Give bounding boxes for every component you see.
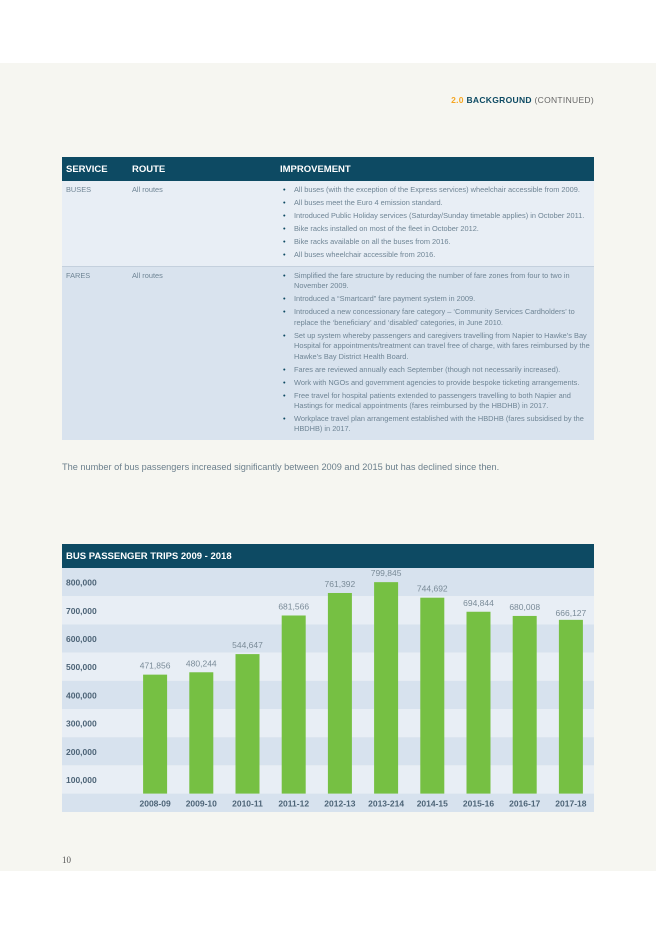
list-item: • Bike racks installed on most of the fleet in October 2012.: [280, 224, 590, 234]
improvement-list: [280, 185, 590, 260]
x-tick-label: 2016-17: [509, 798, 541, 809]
summary-paragraph: The number of bus passengers increased significantly between 2009 and 2015 but has declined since then.: [62, 462, 500, 472]
bus-trips-chart: [62, 544, 594, 812]
bar: [374, 582, 398, 793]
cell-service: FARES: [62, 267, 128, 441]
table-row-buses: [62, 181, 594, 267]
page-background: [0, 63, 656, 871]
column-header-improvement: IMPROVEMENT: [276, 157, 594, 181]
column-header-service: SERVICE: [62, 157, 128, 181]
data-label: 480,244: [185, 658, 217, 669]
cell-improvements: [276, 181, 594, 267]
section-number: 2.0: [451, 95, 464, 105]
cell-improvements: [276, 267, 594, 441]
section-header: [451, 95, 594, 105]
list-item: • All buses meet the Euro 4 emission standard.: [280, 198, 590, 208]
x-tick-label: 2014-15: [416, 798, 448, 809]
x-tick-label: 2012-13: [324, 798, 356, 809]
bar: [328, 593, 352, 794]
bar: [559, 620, 583, 794]
page-number: 10: [62, 855, 71, 865]
chart-title: BUS PASSENGER TRIPS 2009 - 2018: [62, 544, 594, 568]
data-label: 666,127: [555, 607, 587, 618]
bar: [513, 616, 537, 794]
y-tick-label: 100,000: [66, 775, 97, 785]
data-label: 680,008: [509, 601, 541, 612]
data-label: 744,692: [416, 583, 448, 594]
table-header-row: [62, 157, 594, 181]
data-label: 544,647: [232, 640, 263, 651]
list-item: • Bike racks available on all the buses from 2016.: [280, 237, 590, 247]
list-item: • Work with NGOs and government agencies to provide bespoke ticketing arrangements.: [280, 378, 590, 388]
section-title: BACKGROUND: [466, 95, 532, 105]
bar: [420, 598, 444, 794]
y-tick-label: 400,000: [66, 690, 97, 701]
section-continued: (CONTINUED): [534, 95, 594, 105]
list-item: • Free travel for hospital patients extended to passengers travelling to both Napier and Hastings for medical appointments (fares reimbursed by the HBDHB) in 2017.: [280, 391, 590, 412]
list-item: • Introduced a “Smartcard” fare payment system in 2009.: [280, 294, 590, 304]
bar: [236, 654, 260, 793]
list-item: • Fares are reviewed annually each September (though not necessarily increased).: [280, 365, 590, 375]
list-item: • Introduced Public Holiday services (Saturday/Sunday timetable applies) in October 2011.: [280, 211, 590, 221]
data-label: 694,844: [463, 597, 494, 608]
bar: [189, 672, 213, 793]
x-tick-label: 2010-11: [232, 798, 263, 809]
y-tick-label: 700,000: [66, 605, 97, 616]
y-tick-label: 500,000: [66, 662, 97, 673]
y-tick-label: 200,000: [66, 746, 97, 757]
chart-plot: [62, 568, 594, 812]
x-tick-label: 2008-09: [139, 798, 171, 809]
cell-service: BUSES: [62, 181, 128, 267]
list-item: • All buses (with the exception of the Express services) wheelchair accessible from 2009.: [280, 185, 590, 195]
y-tick-label: 300,000: [66, 718, 97, 729]
data-label: 681,566: [278, 601, 310, 612]
x-tick-label: 2009-10: [185, 798, 217, 809]
x-tick-label: 2017-18: [555, 798, 587, 809]
x-tick-label: 2011-12: [278, 798, 310, 809]
list-item: • All buses wheelchair accessible from 2016.: [280, 250, 590, 260]
table-row-fares: [62, 267, 594, 441]
data-label: 761,392: [324, 578, 356, 589]
data-label: 799,845: [370, 568, 402, 579]
list-item: • Introduced a new concessionary fare category – ‘Community Services Cardholders’ to replace the ‘beneficiary’ and ‘disabled’ categories, in June 2010.: [280, 307, 590, 328]
y-tick-label: 800,000: [66, 577, 97, 588]
y-tick-label: 600,000: [66, 634, 97, 644]
list-item: • Simplified the fare structure by reducing the number of fare zones from four to two in November 2009.: [280, 271, 590, 292]
cell-route: All routes: [128, 181, 276, 267]
bar: [143, 675, 167, 794]
bar: [282, 615, 306, 793]
list-item: • Workplace travel plan arrangement established with the HBDHB (fares subsidised by the HBDHB) in 2017.: [280, 414, 590, 435]
improvement-list: [280, 271, 590, 435]
data-label: 471,856: [139, 660, 171, 671]
improvements-table: [62, 157, 594, 440]
column-header-route: ROUTE: [128, 157, 276, 181]
x-tick-label: 2015-16: [462, 798, 495, 809]
bar: [467, 612, 491, 794]
cell-route: All routes: [128, 267, 276, 441]
list-item: • Set up system whereby passengers and caregivers travelling from Napier to Hawke’s Bay Hospital for appointments/treatment can travel free of charge, with fares reimbursed by the Hawke’s Bay District Health Board.: [280, 331, 590, 362]
x-tick-label: 2013-214: [368, 798, 405, 809]
